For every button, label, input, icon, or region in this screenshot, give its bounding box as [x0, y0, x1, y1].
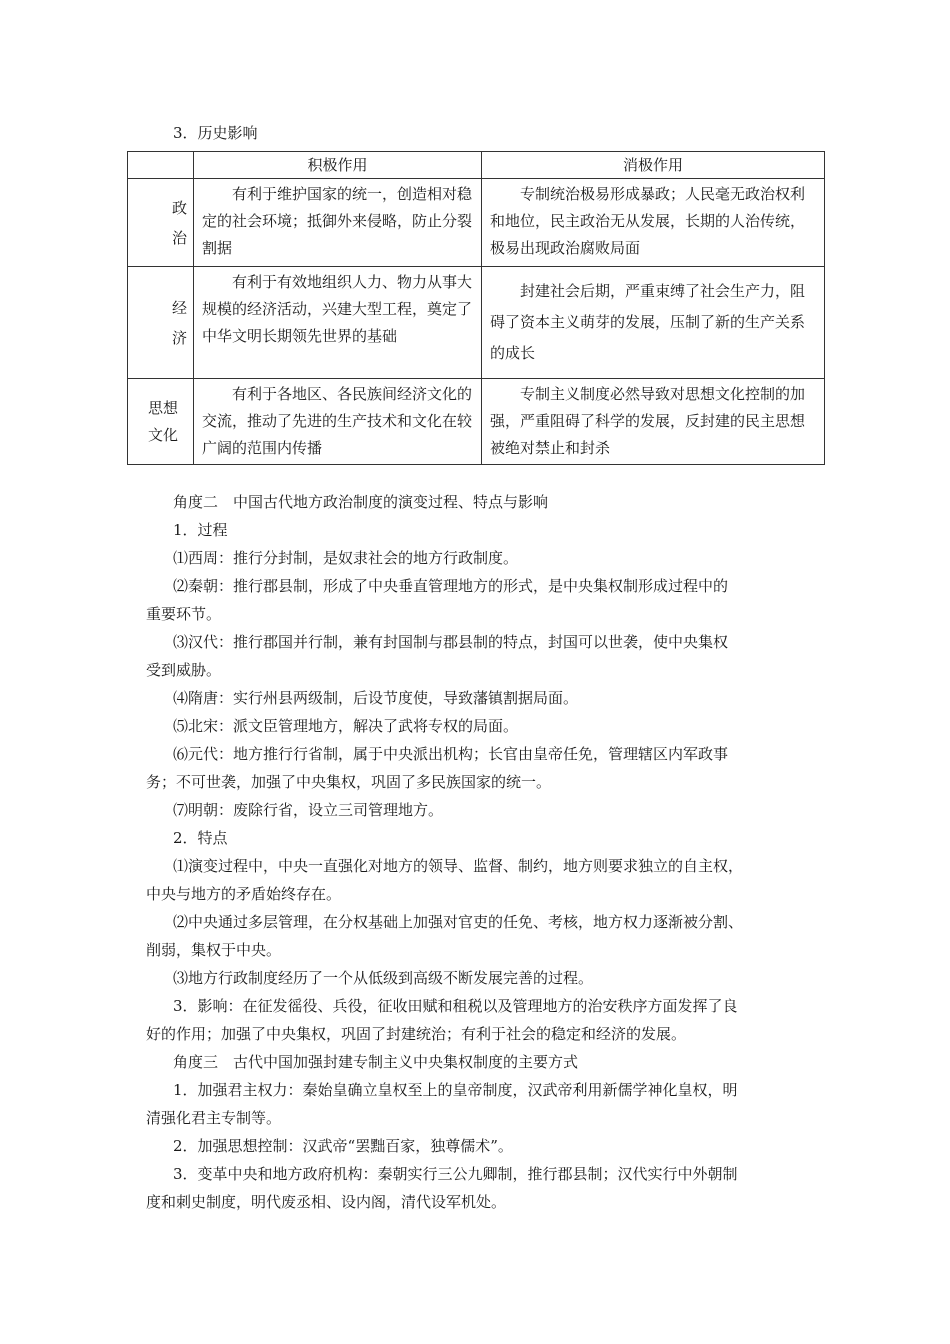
table-header-row: [128, 152, 825, 179]
text-line: ⑴演变过程中，中央一直强化对地方的领导、监督、制约，地方则要求独立的自主权，: [173, 857, 744, 875]
text-line: ⑵中央通过多层管理，在分权基础上加强对官吏的任免、考核，地方权力逐渐被分割、: [173, 913, 744, 931]
process-heading: 1．过程: [173, 521, 228, 539]
text-line: ⑷隋唐：实行州县两级制，后设节度使，导致藩镇割据局面。: [173, 689, 579, 707]
table-corner-cell: [128, 152, 194, 179]
text-line: 度和刺史制度，明代废丞相、设内阁，清代设军机处。: [146, 1193, 507, 1211]
row-header-label: 思想文化: [148, 398, 179, 444]
cell-text: 专制主义制度必然导致对思想文化控制的加强，严重阻碍了科学的发展，反封建的民主思想被绝对禁止和封杀: [490, 385, 806, 457]
angle3-heading: 角度三 古代中国加强封建专制主义中央集权制度的主要方式: [173, 1053, 579, 1071]
table-cell-positive: [194, 379, 482, 465]
table-cell-negative: [482, 267, 825, 379]
row-header-economy: [128, 267, 194, 379]
text-line: 1．加强君主权力：秦始皇确立皇权至上的皇帝制度，汉武帝利用新儒学神化皇权，明: [173, 1081, 738, 1099]
row-header-politics: [128, 179, 194, 267]
row-header-ideology-culture: [128, 379, 194, 465]
table-row: [128, 379, 825, 465]
text-line: 中央与地方的矛盾始终存在。: [146, 885, 342, 903]
cell-text: 专制统治极易形成暴政；人民毫无政治权利和地位，民主政治无从发展，长期的人治传统，极易出现政治腐败局面: [490, 185, 806, 257]
text-line: 好的作用；加强了中央集权，巩固了封建统治；有利于社会的稳定和经济的发展。: [146, 1025, 687, 1043]
table-row: [128, 267, 825, 379]
cell-text: 有利于有效地组织人力、物力从事大规模的经济活动，兴建大型工程，奠定了中华文明长期领先世界的基础: [202, 273, 473, 345]
cell-text: 有利于各地区、各民族间经济文化的交流，推动了先进的生产技术和文化在较广阔的范围内传播: [202, 385, 473, 457]
text-line: 2．加强思想控制：汉武帝“罢黜百家，独尊儒术”。: [173, 1137, 513, 1155]
table-row: [128, 179, 825, 267]
table-cell-positive: [194, 179, 482, 267]
text-line: 重要环节。: [146, 605, 222, 623]
table-cell-positive: [194, 267, 482, 379]
text-line: 3．影响：在征发徭役、兵役，征收田赋和租税以及管理地方的治安秩序方面发挥了良: [173, 997, 738, 1015]
text-line: 受到威胁。: [146, 661, 222, 679]
table-cell-negative: [482, 179, 825, 267]
text-line: ⑶地方行政制度经历了一个从低级到高级不断发展完善的过程。: [173, 969, 594, 987]
column-header-negative: 消极作用: [482, 152, 825, 179]
text-line: 清强化君主专制等。: [146, 1109, 282, 1127]
angle2-heading: 角度二 中国古代地方政治制度的演变过程、特点与影响: [173, 493, 549, 511]
text-line: 务；不可世袭，加强了中央集权，巩固了多民族国家的统一。: [146, 773, 552, 791]
text-line: ⑺明朝：废除行省，设立三司管理地方。: [173, 801, 444, 819]
cell-text: 有利于维护国家的统一，创造相对稳定的社会环境；抵御外来侵略，防止分裂割据: [202, 185, 473, 257]
text-line: ⑹元代：地方推行行省制，属于中央派出机构；长官由皇帝任免，管理辖区内军政事: [173, 745, 729, 763]
table-cell-negative: [482, 379, 825, 465]
row-header-label: 政治: [172, 198, 188, 247]
cell-text: 封建社会后期，严重束缚了社会生产力，阻碍了资本主义萌芽的发展，压制了新的生产关系的成长: [490, 282, 806, 362]
text-line: ⑶汉代：推行郡国并行制，兼有封国制与郡县制的特点，封国可以世袭，使中央集权: [173, 633, 729, 651]
text-line: ⑸北宋：派文臣管理地方，解决了武将专权的局面。: [173, 717, 519, 735]
section-heading-historical-impact: 3．历史影响: [173, 124, 258, 142]
features-heading: 2．特点: [173, 829, 228, 847]
row-header-label: 经济: [172, 298, 188, 347]
column-header-positive: 积极作用: [194, 152, 482, 179]
text-line: 削弱，集权于中央。: [146, 941, 282, 959]
text-line: 3．变革中央和地方政府机构：秦朝实行三公九卿制，推行郡县制；汉代实行中外朝制: [173, 1165, 738, 1183]
text-line: ⑴西周：推行分封制，是奴隶社会的地方行政制度。: [173, 549, 519, 567]
text-line: ⑵秦朝：推行郡县制，形成了中央垂直管理地方的形式，是中央集权制形成过程中的: [173, 577, 729, 595]
impact-table: [127, 151, 825, 465]
